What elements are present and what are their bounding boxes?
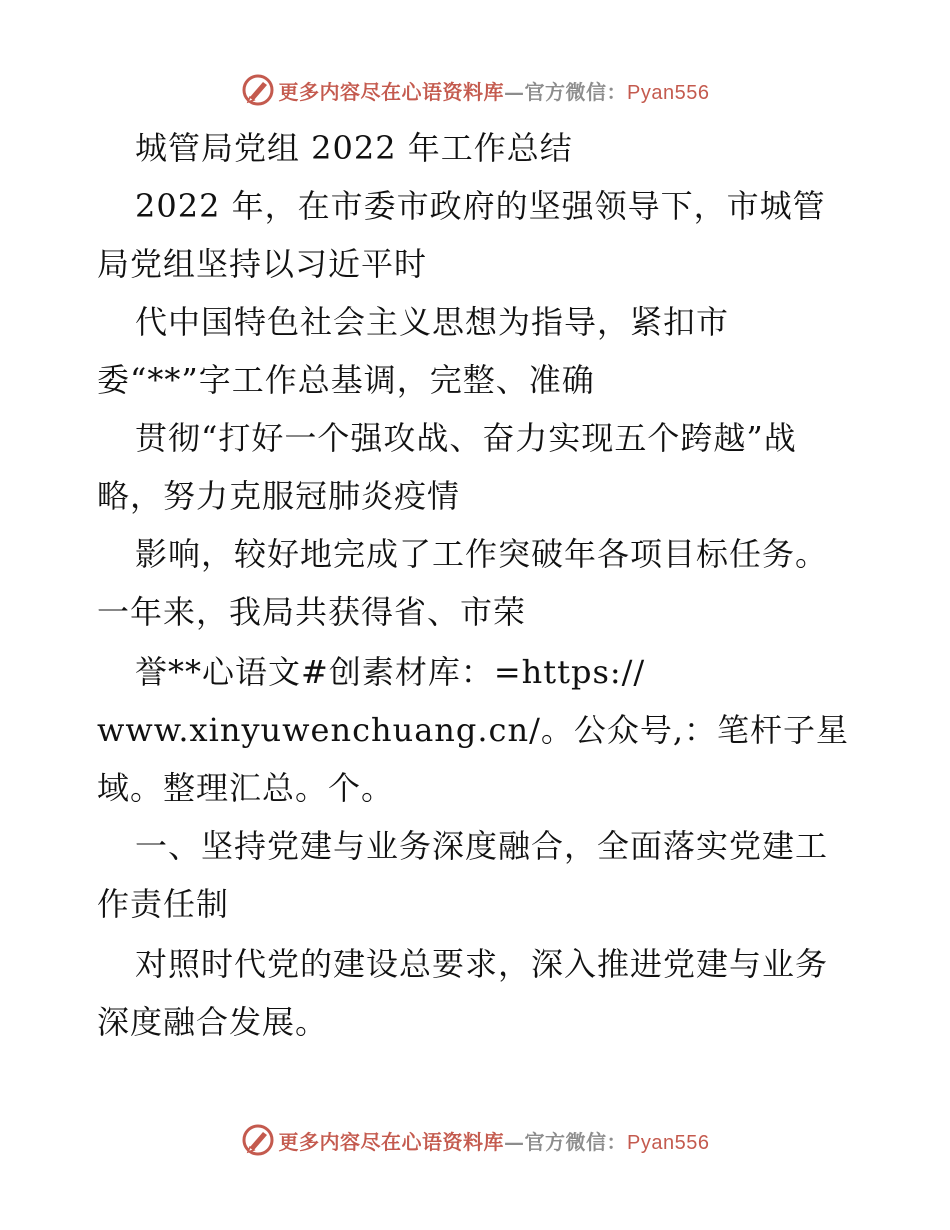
- banner-wechat-label: 官方微信：: [524, 79, 628, 104]
- footer-banner-text: [279, 1126, 710, 1155]
- banner-wechat-id: Pyan556: [627, 1131, 710, 1154]
- footer-banner: [0, 1120, 950, 1160]
- banner-dash: —: [504, 79, 525, 104]
- paragraph-line: 局党组坚持以习近平时: [97, 245, 428, 283]
- paragraph-line: 誉**心语文#创素材库：=https://: [135, 653, 646, 691]
- paragraph-line: www.xinyuwenchuang.cn/。公众号,：笔杆子星: [97, 711, 850, 749]
- banner-slogan: 更多内容尽在心语资料库: [278, 1129, 505, 1154]
- document-title: 城管局党组 2022 年工作总结: [135, 129, 573, 167]
- paragraph-line: 2022 年，在市委市政府的坚强领导下，市城管: [135, 187, 826, 225]
- paragraph-line: 代中国特色社会主义思想为指导，紧扣市: [135, 303, 730, 341]
- pen-logo-icon: [241, 1123, 275, 1157]
- paragraph-line: 对照时代党的建设总要求，深入推进党建与业务: [135, 945, 829, 983]
- paragraph-line: 影响，较好地完成了工作突破年各项目标任务。: [135, 535, 829, 573]
- paragraph-line: 委“**”字工作总基调，完整、准确: [97, 361, 595, 399]
- pen-logo-icon: [241, 73, 275, 107]
- section-heading-cont: 作责任制: [97, 885, 230, 923]
- paragraph-line: 贯彻“打好一个强攻战、奋力实现五个跨越”战: [135, 419, 797, 457]
- paragraph-line: 深度融合发展。: [97, 1003, 329, 1041]
- paragraph-line: 略，努力克服冠肺炎疫情: [97, 477, 461, 515]
- header-banner: [0, 70, 950, 110]
- banner-wechat-id: Pyan556: [627, 81, 710, 104]
- paragraph-line: 域。整理汇总。个。: [97, 769, 395, 807]
- paragraph-line: 一年来，我局共获得省、市荣: [97, 593, 527, 631]
- banner-slogan: 更多内容尽在心语资料库: [278, 79, 505, 104]
- banner-wechat-label: 官方微信：: [524, 1129, 628, 1154]
- banner-dash: —: [504, 1129, 525, 1154]
- header-banner-text: [279, 76, 710, 105]
- section-heading: 一、坚持党建与业务深度融合，全面落实党建工: [135, 827, 829, 865]
